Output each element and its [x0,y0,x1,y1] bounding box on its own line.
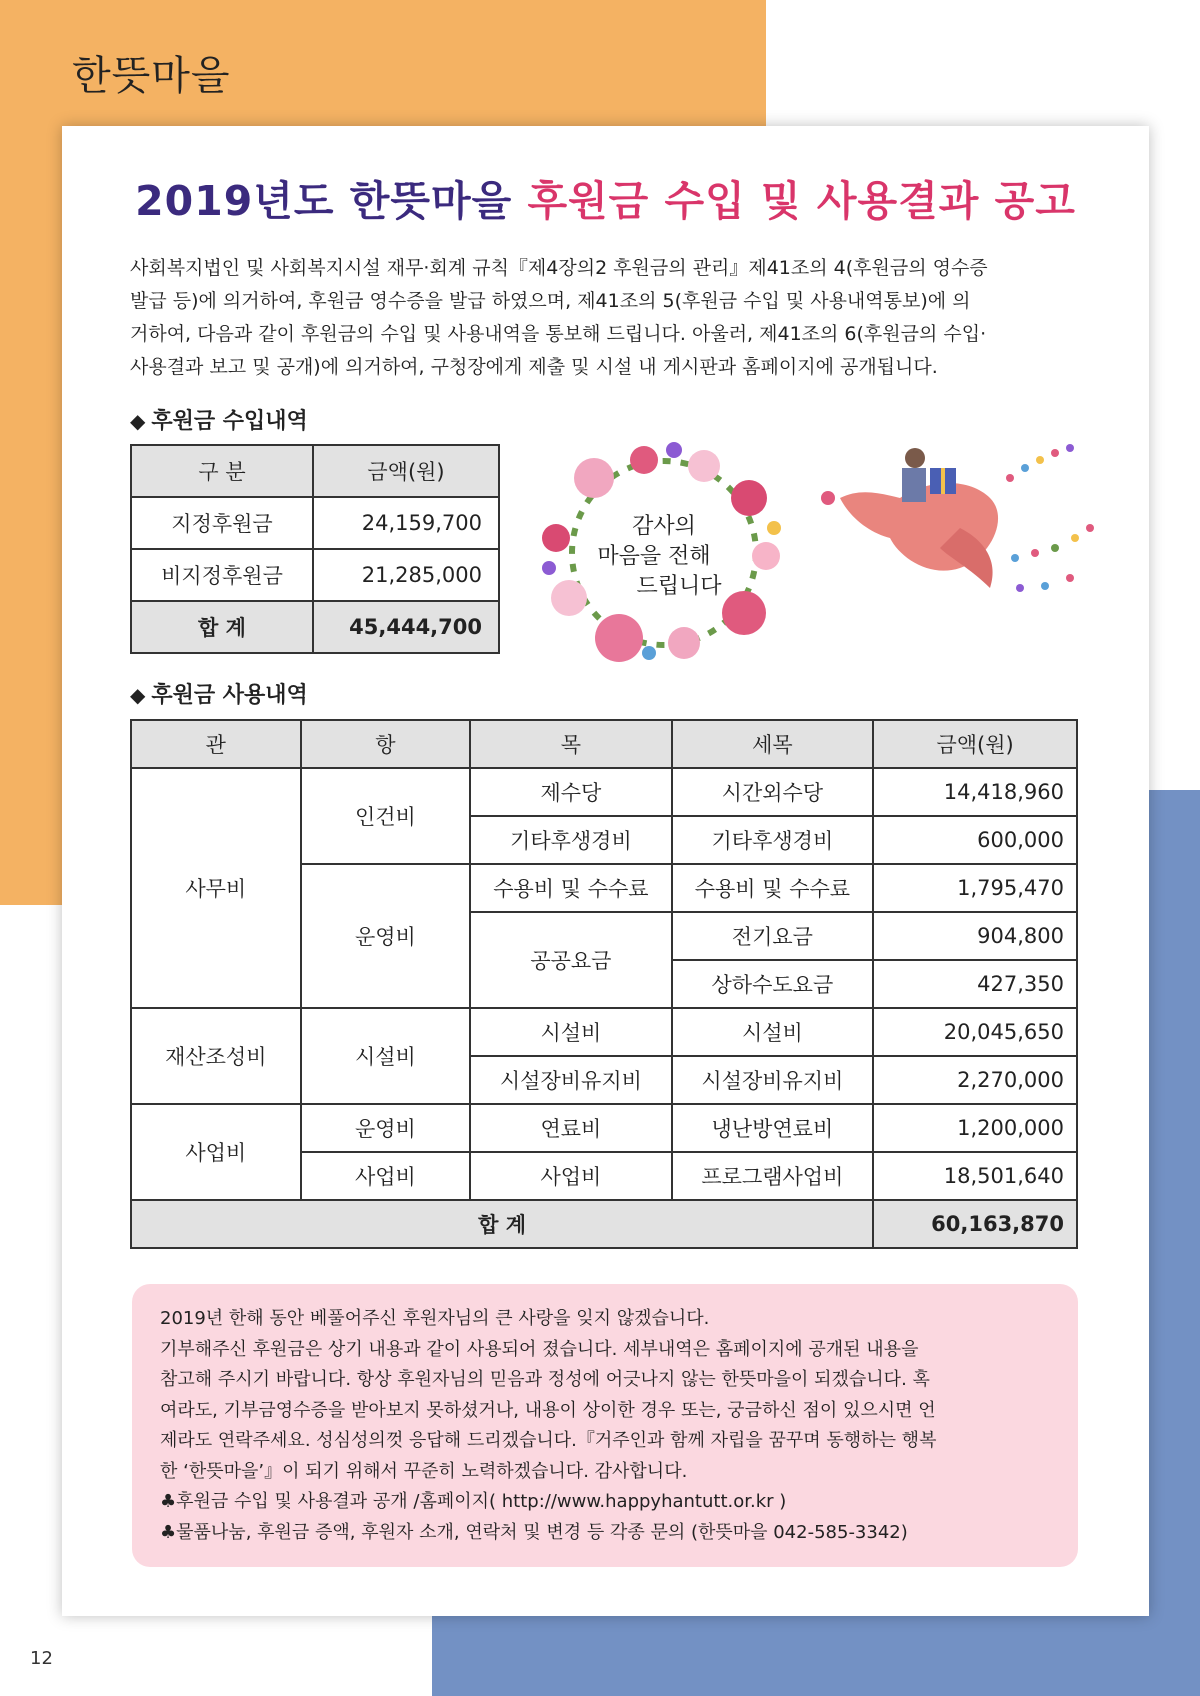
total-label: 합 계 [131,1200,873,1248]
semok-cell: 시설비 [672,1008,873,1056]
diamond-bullet-icon: ◆ [130,683,146,707]
amount-cell: 2,270,000 [873,1056,1077,1104]
table-header-row [131,720,1077,768]
diamond-bullet-icon: ◆ [130,409,146,433]
semok-cell: 시설장비유지비 [672,1056,873,1104]
amount-cell: 18,501,640 [873,1152,1077,1200]
bird-with-gift-illustration [820,438,1100,628]
table-row [131,768,1077,816]
income-label: 지정후원금 [131,497,313,549]
semok-cell: 전기요금 [672,912,873,960]
amount-cell: 1,795,470 [873,864,1077,912]
mok-cell: 사업비 [470,1152,671,1200]
gwan-cell: 재산조성비 [131,1008,301,1104]
mok-cell: 기타후생경비 [470,816,671,864]
mok-cell: 공공요금 [470,912,671,1008]
wreath-text-line: 감사의 [632,514,696,539]
header-cell: 금액(원) [873,720,1077,768]
income-heading-label: 후원금 수입내역 [151,409,308,434]
thank-you-note [132,1284,1078,1567]
wreath-text-line: 마음을 전해 [597,544,711,569]
note-line-homepage: ♣후원금 수입 및 사용결과 공개 /홈페이지( http://www.happyhantutt.or.kr ) [160,1491,787,1512]
note-line: 여라도, 기부금영수증을 받아보지 못하셨거나, 내용이 상이한 경우 또는, 궁금하신 점이 있으시면 언 [160,1399,936,1421]
semok-cell: 수용비 및 수수료 [672,864,873,912]
income-amount: 21,285,000 [313,549,499,601]
header-cell: 금액(원) [313,445,499,497]
total-amount: 45,444,700 [313,601,499,653]
title-part-2: 후원금 수입 및 사용결과 공고 [527,177,1076,225]
mok-cell: 제수당 [470,768,671,816]
intro-line: 발급 등)에 의거하여, 후원금 영수증을 발급 하였으며, 제41조의 5(후원금 수입 및 사용내역통보)에 의 [130,290,971,312]
header-cell: 세목 [672,720,873,768]
intro-paragraph [130,252,1090,384]
total-row [131,601,499,653]
page-number: 12 [30,1648,53,1669]
gwan-cell: 사무비 [131,768,301,1008]
amount-cell: 427,350 [873,960,1077,1008]
table-row [131,1008,1077,1056]
semok-cell: 시간외수당 [672,768,873,816]
table-header-row [131,445,499,497]
note-line: 참고해 주시기 바랍니다. 항상 후원자님의 믿음과 정성에 어긋나지 않는 한뜻마을이 되겠습니다. 혹 [160,1369,930,1390]
mok-cell: 시설비 [470,1008,671,1056]
total-amount: 60,163,870 [873,1200,1077,1248]
expense-table [130,719,1078,1249]
notice-card [62,126,1149,1616]
header-cell: 항 [301,720,471,768]
total-row [131,1200,1077,1248]
note-line-contact: ♣물품나눔, 후원금 증액, 후원자 소개, 연락처 및 변경 등 각종 문의 (한뜻마을 042-585-3342) [160,1521,908,1543]
flower-wreath-illustration [534,438,794,668]
hang-cell: 시설비 [301,1008,471,1104]
table-row [131,1104,1077,1152]
mok-cell: 연료비 [470,1104,671,1152]
table-row [131,549,499,601]
note-text [160,1304,1050,1548]
income-heading [130,404,308,435]
income-amount: 24,159,700 [313,497,499,549]
total-label: 합 계 [131,601,313,653]
brand-name: 한뜻마을 [72,53,231,99]
income-label: 비지정후원금 [131,549,313,601]
gwan-cell: 사업비 [131,1104,301,1200]
amount-cell: 20,045,650 [873,1008,1077,1056]
hang-cell: 인건비 [301,768,471,864]
semok-cell: 냉난방연료비 [672,1104,873,1152]
header-cell: 구 분 [131,445,313,497]
intro-line: 사회복지법인 및 사회복지시설 재무·회계 규칙『제4장의2 후원금의 관리』제41조의 4(후원금의 영수증 [130,257,988,279]
amount-cell: 600,000 [873,816,1077,864]
hang-cell: 운영비 [301,864,471,1008]
mok-cell: 시설장비유지비 [470,1056,671,1104]
hang-cell: 사업비 [301,1152,471,1200]
title-part-1: 2019년도 한뜻마을 [135,177,528,225]
wreath-text-line: 드립니다 [636,574,722,599]
income-table [130,444,500,654]
amount-cell: 904,800 [873,912,1077,960]
expense-heading [130,678,308,709]
semok-cell: 상하수도요금 [672,960,873,1008]
semok-cell: 기타후생경비 [672,816,873,864]
note-line: 2019년 한해 동안 베풀어주신 후원자님의 큰 사랑을 잊지 않겠습니다. [160,1308,710,1329]
intro-line: 거하여, 다음과 같이 후원금의 수입 및 사용내역을 통보해 드립니다. 아울러, 제41조의 6(후원금의 수입· [130,323,987,345]
page-title [62,168,1149,227]
amount-cell: 1,200,000 [873,1104,1077,1152]
note-line: 한 ‘한뜻마을’』이 되기 위해서 꾸준히 노력하겠습니다. 감사합니다. [160,1460,688,1482]
note-line: 기부해주신 후원금은 상기 내용과 같이 사용되어 졌습니다. 세부내역은 홈페이지에 공개된 내용을 [160,1338,919,1360]
amount-cell: 14,418,960 [873,768,1077,816]
header-cell: 목 [470,720,671,768]
note-line: 제라도 연락주세요. 성심성의껏 응답해 드리겠습니다.『거주인과 함께 자립을 꿈꾸며 동행하는 행복 [160,1430,937,1451]
table-row [131,497,499,549]
intro-line: 사용결과 보고 및 공개)에 의거하여, 구청장에게 제출 및 시설 내 게시판과 홈페이지에 공개됩니다. [130,356,938,378]
header-cell: 관 [131,720,301,768]
semok-cell: 프로그램사업비 [672,1152,873,1200]
expense-heading-label: 후원금 사용내역 [151,683,308,708]
hang-cell: 운영비 [301,1104,471,1152]
mok-cell: 수용비 및 수수료 [470,864,671,912]
